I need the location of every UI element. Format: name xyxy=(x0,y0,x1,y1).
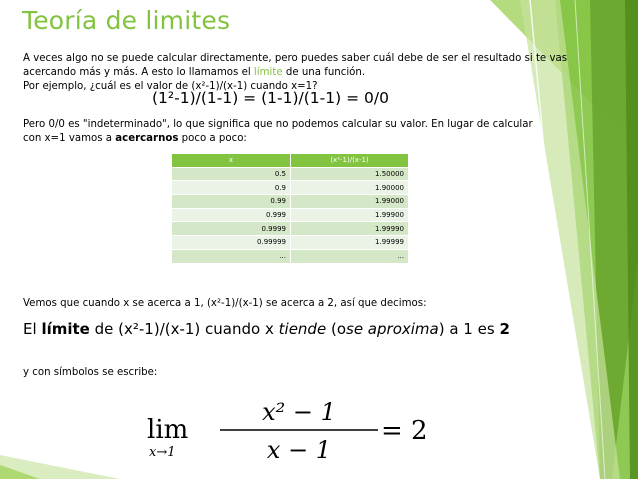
limit-statement-el: El xyxy=(23,320,37,338)
intro-question: Por ejemplo, ¿cuál es el valor de (x²-1)/(x-1) cuando x=1? xyxy=(23,80,318,92)
table-row xyxy=(172,167,409,181)
table-header-fx: (x²-1)/(x-1) xyxy=(291,154,409,168)
values-table xyxy=(171,153,409,264)
limite-link[interactable]: límite xyxy=(253,66,283,78)
table-cell-fx: 1.99900 xyxy=(291,208,409,222)
formula-numerator: x² − 1 xyxy=(262,398,336,426)
formula-sub: x→1 xyxy=(149,445,176,460)
page-title: Teoría de limites xyxy=(22,6,231,35)
table-cell-fx: 1.99990 xyxy=(291,222,409,236)
table-cell-fx: 1.90000 xyxy=(291,181,409,195)
symbols-paragraph: y con símbolos se escribe: xyxy=(23,367,158,378)
table-row xyxy=(172,181,409,195)
para2-text-end: poco a poco: xyxy=(181,132,247,144)
para2-text: Pero 0/0 es "indeterminado", lo que significa que no podemos calcular su valor. En lugar de calcular con x=1 vamos a xyxy=(23,119,533,144)
intro-text-end: de una función. xyxy=(285,66,366,78)
table-cell-x: ... xyxy=(172,249,291,263)
table-header-row xyxy=(172,154,409,168)
table-cell-x: 0.5 xyxy=(172,167,291,181)
table-cell-fx: 1.99999 xyxy=(291,236,409,250)
indeterminate-paragraph xyxy=(23,118,543,146)
table-cell-fx: 1.99000 xyxy=(291,195,409,209)
limit-value-bold: 2 xyxy=(499,320,510,338)
limit-statement-de: de (x²-1)/(x-1) cuando x xyxy=(94,320,274,338)
table-row xyxy=(172,208,409,222)
limite-bold: límite xyxy=(41,320,90,338)
table-cell-fx: 1.50000 xyxy=(291,167,409,181)
formula-result: = 2 xyxy=(381,416,428,446)
limit-statement-o: (o xyxy=(330,320,346,338)
aproxima-italic: se aproxima xyxy=(346,320,439,338)
table-header-x: x xyxy=(172,154,291,168)
table-cell-x: 0.99999 xyxy=(172,236,291,250)
table-cell-x: 0.9 xyxy=(172,181,291,195)
intro-text: A veces algo no se puede calcular directamente, pero puedes saber cuál debe de ser el resultado si te vas acercando más y más. A esto lo llamamos el xyxy=(23,53,568,78)
formula-denominator: x − 1 xyxy=(266,436,332,464)
formula-lim: lim xyxy=(147,415,189,445)
table-cell-x: 0.9999 xyxy=(172,222,291,236)
limit-statement xyxy=(23,320,510,338)
table-row xyxy=(172,222,409,236)
table-cell-fx: ... xyxy=(291,249,409,263)
table-row xyxy=(172,195,409,209)
table-cell-x: 0.99 xyxy=(172,195,291,209)
limit-statement-a1es: ) a 1 es xyxy=(438,320,495,338)
limit-formula xyxy=(143,392,428,472)
tiende-italic: tiende xyxy=(278,320,327,338)
table-cell-x: 0.999 xyxy=(172,208,291,222)
table-row xyxy=(172,249,409,263)
approach-paragraph: Vemos que cuando x se acerca a 1, (x²-1)/(x-1) se acerca a 2, así que decimos: xyxy=(23,298,427,309)
table-row xyxy=(172,236,409,250)
acercarnos-bold: acercarnos xyxy=(115,132,179,144)
indeterminate-equation: (1²-1)/(1-1) = (1-1)/(1-1) = 0/0 xyxy=(152,89,389,107)
intro-paragraph xyxy=(23,52,583,93)
